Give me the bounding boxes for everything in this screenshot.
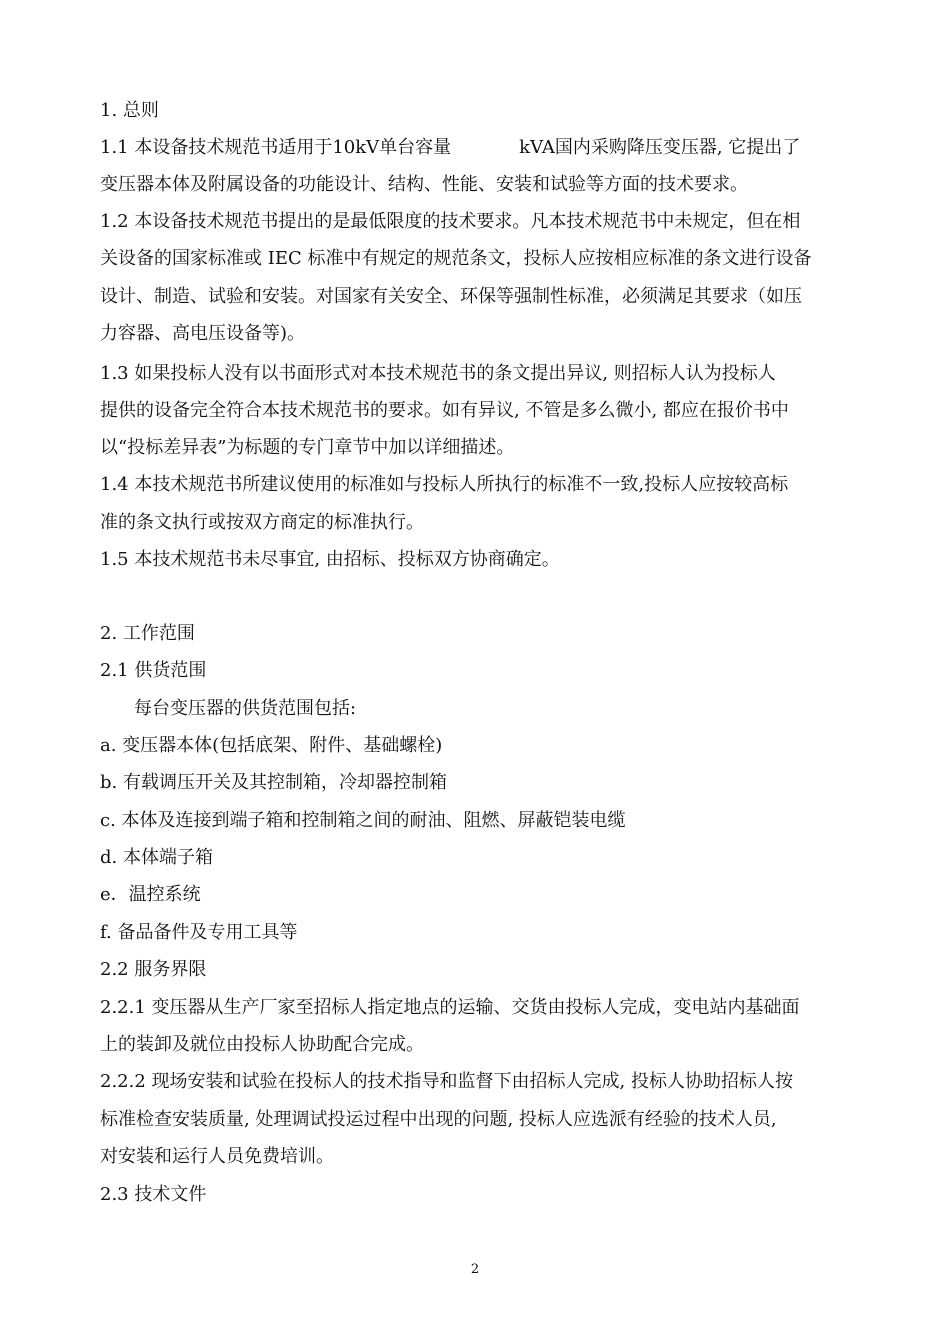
list-item: c. 本体及连接到端子箱和控制箱之间的耐油、阻燃、屏蔽铠装电缆 <box>100 810 626 831</box>
section-1-heading: 1. 总则 <box>100 100 159 121</box>
paragraph-1-2-line-4: 力容器、高电压设备等)。 <box>100 323 306 344</box>
list-item: e．温控系统 <box>100 884 201 905</box>
subsection-2-2-heading: 2.2 服务界限 <box>100 959 207 980</box>
paragraph-1-4-line-2: 准的条文执行或按双方商定的标准执行。 <box>100 512 424 533</box>
list-item: f. 备品备件及专用工具等 <box>100 922 298 943</box>
paragraph-1-3-line-2: 提供的设备完全符合本技术规范书的要求。如有异议, 不管是多么微小, 都应在报价书中 <box>100 400 789 421</box>
section-2-heading: 2. 工作范围 <box>100 623 195 644</box>
paragraph-2-2-2-line-3: 对安装和运行人员免费培训。 <box>100 1146 334 1167</box>
paragraph-1-1-text-a: 1.1 本设备技术规范书适用于10kV单台容量 <box>100 137 452 158</box>
paragraph-1-2-line-1: 1.2 本设备技术规范书提出的是最低限度的技术要求。凡本技术规范书中未规定，但在相 <box>100 211 801 232</box>
paragraph-2-2-1-line-2: 上的装卸及就位由投标人协助配合完成。 <box>100 1034 424 1055</box>
subsection-2-1-heading: 2.1 供货范围 <box>100 660 207 681</box>
paragraph-1-3-line-1: 1.3 如果投标人没有以书面形式对本技术规范书的条文提出异议, 则招标人认为投标人 <box>100 363 776 384</box>
paragraph-1-3-line-3: 以“投标差异表”为标题的专门章节中加以详细描述。 <box>100 437 515 458</box>
paragraph-1-2-line-2: 关设备的国家标准或 IEC 标准中有规定的规范条文，投标人应按相应标准的条文进行设备 <box>100 248 812 269</box>
paragraph-2-2-2-line-2: 标准检查安装质量, 处理调试投运过程中出现的问题, 投标人应选派有经验的技术人员, <box>100 1109 777 1130</box>
list-item: b. 有载调压开关及其控制箱，冷却器控制箱 <box>100 772 447 793</box>
paragraph-2-2-1-line-1: 2.2.1 变压器从生产厂家至招标人指定地点的运输、交货由投标人完成，变电站内基础面 <box>100 997 800 1018</box>
page-number: 2 <box>470 1262 480 1277</box>
list-item: a. 变压器本体(包括底架、附件、基础螺栓) <box>100 735 443 756</box>
paragraph-1-1-line-1 <box>100 136 860 160</box>
paragraph-1-5: 1.5 本技术规范书未尽事宜, 由招标、投标双方协商确定。 <box>100 549 560 570</box>
paragraph-2-2-2-line-1: 2.2.2 现场安装和试验在投标人的技术指导和监督下由招标人完成, 投标人协助招标人按 <box>100 1071 793 1092</box>
paragraph-1-2-line-3: 设计、制造、试验和安装。对国家有关安全、环保等强制性标准，必须满足其要求（如压 <box>100 286 802 307</box>
list-item: d. 本体端子箱 <box>100 847 213 868</box>
paragraph-1-1-line-2: 变压器本体及附属设备的功能设计、结构、性能、安装和试验等方面的技术要求。 <box>100 174 748 195</box>
paragraph-1-4-line-1: 1.4 本技术规范书所建议使用的标准如与投标人所执行的标准不一致,投标人应按较高标 <box>100 474 789 495</box>
paragraph-1-1-text-b: kVA国内采购降压变压器, 它提出了 <box>519 137 801 158</box>
subsection-2-3-heading: 2.3 技术文件 <box>100 1184 207 1205</box>
supply-scope-intro: 每台变压器的供货范围包括: <box>134 698 357 719</box>
